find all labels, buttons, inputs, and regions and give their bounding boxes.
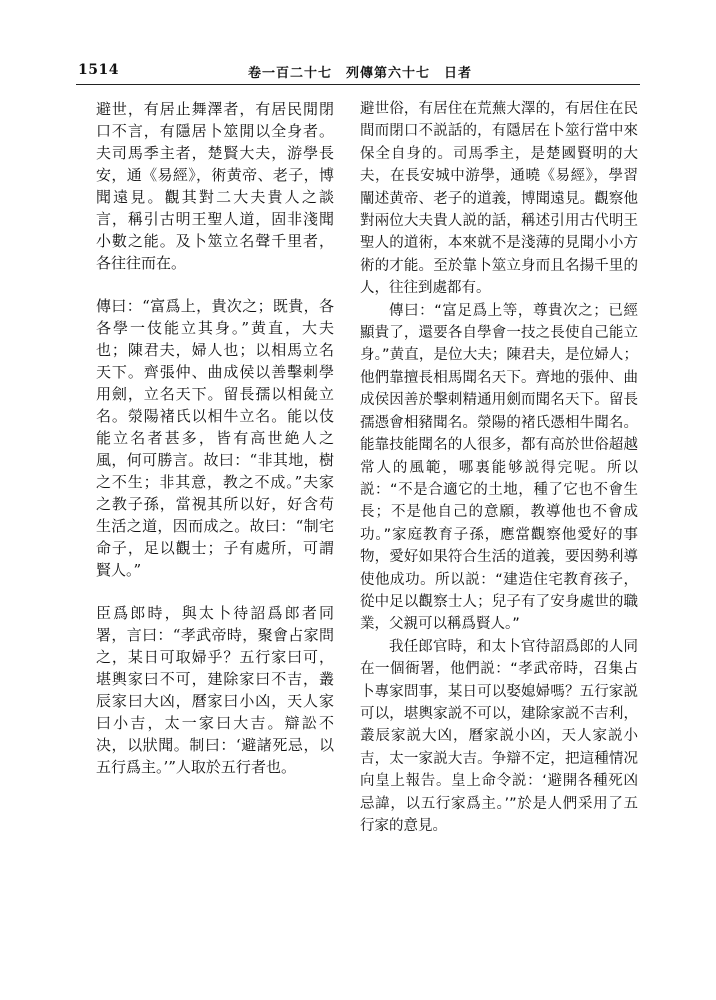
- original-paragraph: 避世，有居止舞澤者，有居民閒閉口不言，有隱居卜筮閒以全身者。夫司馬季主者，楚賢大夫，游學長安，通《易經》，術黄帝、老子，博聞遠見。觀其對二大夫貴人之談言，稱引古明王聖人道，固非淺聞小數之能。及卜筮立名聲千里者，各往往而在。: [96, 100, 334, 272]
- translation-paragraph: 避世俗，有居住在荒蕪大澤的，有居住在民間而閉口不説話的，有隱居在卜筮行當中來保全自身的。司馬季主，是楚國賢明的大夫，在長安城中游學，通曉《易經》，學習闡述黄帝、老子的道義，博聞遠見。觀察他對兩位大夫貴人説的話，稱述引用古代明王聖人的道術，本來就不是淺薄的見聞小小方術的才能。至於靠卜筮立身而且名揚千里的人，往往到處都有。: [360, 101, 638, 297]
- translation-paragraph: 我任郎官時，和太卜官待詔爲郎的人同在一個衙署，他們説：“孝武帝時，召集占卜專家問事，某日可以娶媳婦嗎？五行家説可以，堪輿家説不可以，建除家説不吉利，叢辰家説大凶，曆家説小凶，天人家説小吉，太一家説大吉。争辯不定，把這種情况向皇上報告。皇上命令説：‘避開各種死凶忌諱，以五行家爲主。’”於是人們采用了五行家的意見。: [360, 638, 638, 834]
- translation-paragraph: 傳曰：“富足爲上等，尊貴次之；已經顯貴了，還要各自學會一技之長使自己能立身。”黄直，是位大夫；陳君夫，是位婦人；他們靠擅長相馬聞名天下。齊地的張仲、曲成侯因善於擊刺精通用劍而聞名天下。留長孺憑會相豬聞名。滎陽的褚氏憑相牛聞名。能靠技能聞名的人很多，都有高於世俗超越常人的風範，哪裏能够説得完呢。所以説：“不是合適它的土地，種了它也不會生長；不是他自己的意願，教導他也不會成功。”家庭教育子孫，應當觀察他愛好的事物，愛好如果符合生活的道義，要因勢利導使他成功。所以説：“建造住宅教育孩子，從中足以觀察士人；兒子有了安身處世的職業，父親可以稱爲賢人。”: [360, 302, 638, 633]
- original-paragraph: 傳曰：“富爲上，貴次之；既貴，各各學一伎能立其身。”黄直，大夫也；陳君夫，婦人也；以相馬立名天下。齊張仲、曲成侯以善擊刺學用劍，立名天下。留長孺以相彘立名。滎陽褚氏以相牛立名。能以伎能立名者甚多，皆有高世絶人之風，何可勝言。故曰：“非其地，樹之不生；非其意，教之不成。”夫家之教子孫，當視其所以好，好含苟生活之道，因而成之。故曰：“制宅命子，足以觀士；子有處所，可謂賢人。”: [96, 297, 334, 579]
- page-header: [0, 0, 716, 90]
- original-text-column: [96, 98, 334, 799]
- page-number: 1514: [78, 62, 119, 78]
- header-rule: [76, 84, 640, 85]
- running-title: 卷一百二十七 列傳第六十七 日者: [248, 66, 473, 81]
- original-paragraph: 臣爲郎時，與太卜待詔爲郎者同署，言曰：“孝武帝時，聚會占家問之，某日可取婦乎？五行家曰可，堪輿家曰不可，建除家曰不吉，叢辰家曰大凶，曆家曰小凶，天人家曰小吉，太一家曰大吉。辯訟不决，以狀聞。制曰：‘避諸死忌，以五行爲主。’”人取於五行者也。: [96, 604, 334, 776]
- translation-column: [360, 98, 638, 837]
